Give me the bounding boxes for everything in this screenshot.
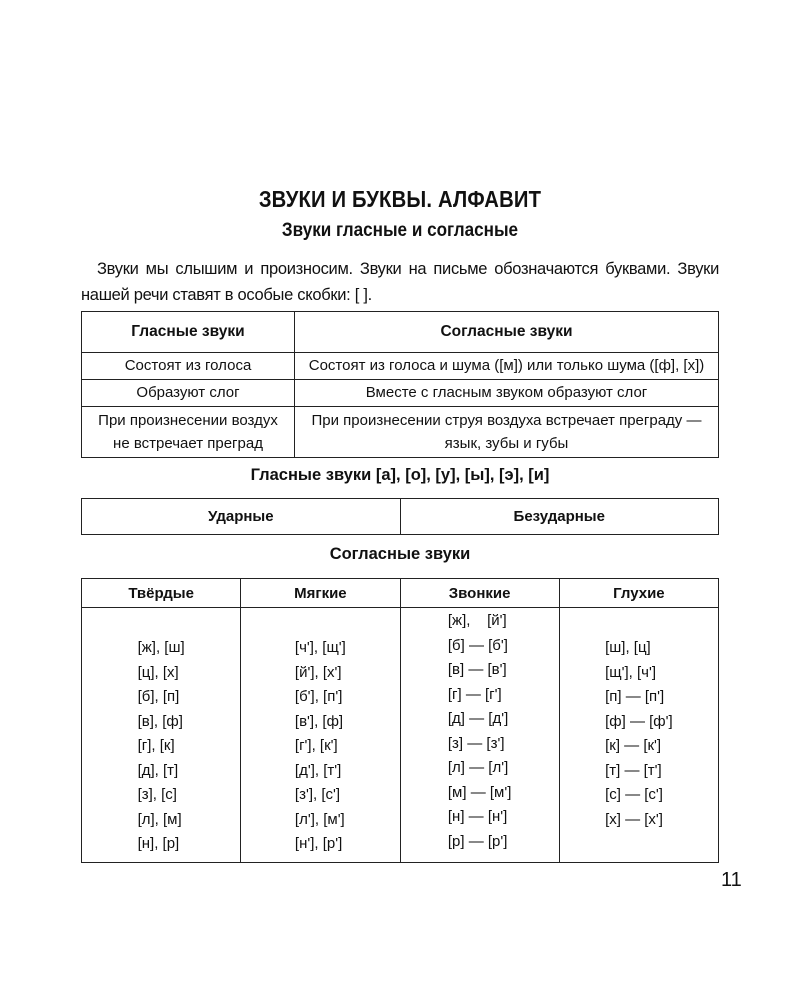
table-header-row [82,579,719,608]
list-item: [р] — [р'] [447,832,508,850]
list-item: [щ'], [ч'] [605,663,656,681]
list-item: [г] — [г'] [447,685,502,703]
header-vowels: Гласные звуки [82,312,295,353]
hard-sounds-list [138,608,185,857]
header-hard: Твёрдые [82,579,241,608]
page-title: ЗВУКИ И БУКВЫ. АЛФАВИТ [258,186,542,212]
table-row [82,353,719,380]
header-soft: Мягкие [241,579,400,608]
header-voiceless: Глухие [559,579,718,608]
voiceless-column-cell [559,608,718,863]
soft-column-cell [241,608,400,863]
list-item: [х] — [х'] [605,810,663,828]
table-header-row [82,312,719,353]
list-item: [д], [т] [137,761,179,779]
list-item: [п] — [п'] [605,688,665,705]
stress-table [81,498,719,535]
consonants-table [81,578,719,863]
table-cell: Состоят из голоса [82,353,295,380]
cell-line: не встречает преград [113,435,263,452]
table-cell: Вместе с гласным звуком образуют слог [295,380,719,407]
vowels-vs-consonants-table [81,311,719,458]
table-cell [295,407,719,458]
list-item: [ч'], [щ'] [294,639,346,656]
hard-column-cell [82,608,241,863]
list-item: [л'], [м'] [294,810,345,828]
page-number: 11 [721,869,742,891]
list-item: [ж], [ш] [137,639,185,656]
voiced-column-cell [400,608,559,863]
header-unstressed: Безударные [400,499,719,535]
list-item: [с] — [с'] [605,786,663,803]
table-row [82,608,719,863]
cell-line: При произнесении воздух [98,412,278,429]
header-stressed: Ударные [82,499,401,535]
list-item: [н'], [р'] [294,835,343,852]
list-item: [ф] — [ф'] [605,712,673,730]
cell-line: При произнесении струя воздуха встречает преграду — [311,412,702,429]
list-item: [г], [к] [137,737,175,754]
table-cell [82,407,295,458]
table-row [82,407,719,458]
table-cell: Образуют слог [82,380,295,407]
page-subtitle: Звуки гласные и согласные [281,220,519,241]
list-item: [ж], [й'] [447,612,507,629]
list-item: [б] — [б'] [447,636,508,654]
table-row [82,380,719,407]
consonants-heading: Согласные звуки [329,545,471,563]
table-cell: Состоят из голоса и шума ([м]) или только шума ([ф], [х]) [295,353,719,380]
list-item: [н], [р] [137,835,180,852]
list-item: [б], [п] [137,688,180,705]
list-item: [к] — [к'] [605,737,662,754]
list-item: [н] — [н'] [447,808,508,825]
header-voiced: Звонкие [400,579,559,608]
soft-sounds-list [295,608,346,857]
list-item: [м] — [м'] [447,783,512,801]
header-consonants: Согласные звуки [295,312,719,353]
list-item: [з] — [з'] [447,734,505,752]
list-item: [в] — [в'] [447,661,507,678]
table-header-row [82,499,719,535]
list-item: [л], [м] [137,810,182,828]
list-item: [в'], [ф] [294,712,344,730]
list-item: [л] — [л'] [447,759,509,776]
list-item: [в], [ф] [137,712,183,730]
voiceless-sounds-list [605,608,673,832]
list-item: [г'], [к'] [294,737,338,754]
list-item: [т] — [т'] [605,761,662,779]
list-item: [з'], [с'] [294,786,341,803]
cell-line: язык, зубы и губы [444,435,569,452]
list-item: [д'], [т'] [294,761,342,779]
list-item: [б'], [п'] [294,688,343,705]
list-item: [ш], [ц] [605,639,651,656]
list-item: [ц], [х] [137,663,179,681]
voiced-sounds-list [448,608,512,854]
list-item: [д] — [д'] [447,710,509,727]
list-item: [й'], [х'] [294,663,342,681]
intro-paragraph: Звуки мы слышим и произносим. Звуки на письме обозначаются буквами. Звуки нашей речи ставят в особые скобки: [ ]. [81,260,719,304]
list-item: [з], [с] [137,786,177,803]
vowels-heading: Гласные звуки [а], [о], [у], [ы], [э], [и] [250,466,550,484]
